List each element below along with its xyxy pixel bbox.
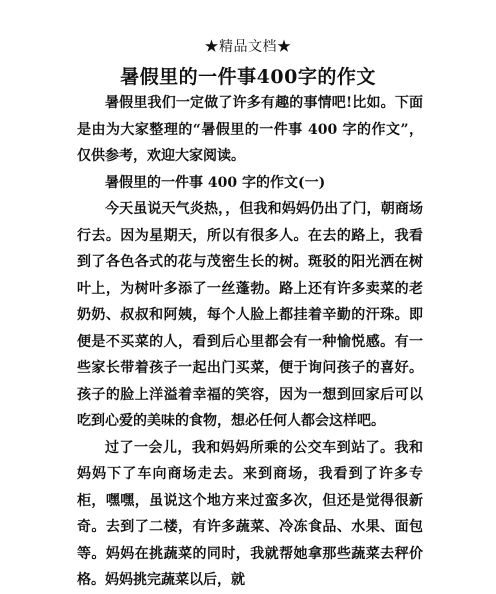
intro-paragraph: 暑假里我们一定做了许多有趣的事情吧!比如。下面是由为大家整理的“暑假里的一件事 400 字的作文”，仅供参考，欢迎大家阅读。 <box>77 95 423 164</box>
section-heading: 暑假里的一件事 400 字的作文(一) <box>105 174 326 191</box>
header-mark: ★精品文档★ <box>204 39 292 55</box>
document-body <box>77 90 423 594</box>
document-title: 暑假里的一件事400字的作文 <box>120 66 376 88</box>
body-paragraph-2: 过了一会儿，我和妈妈所乘的公交车到站了。我和妈妈下了车向商场走去。来到商场，我看到了许多专柜，嘿嘿，虽说这个地方来过蛮多次，但还是觉得很新奇。去到了二楼，有许多蔬菜、冷冻食品、水果、面包等。妈妈在挑蔬菜的同时，我就帮她拿那些蔬菜去秤价格。妈妈挑完蔬菜以后，就 <box>77 439 423 588</box>
body-paragraph-1: 今天虽说天气炎热，，但我和妈妈仍出了门，朝商场行去。因为星期天，所以有很多人。在去的路上，我看到了各色各式的花与茂密生长的树。斑驳的阳光洒在树叶上，为树叶多添了一丝蓬勃。路上还有许多卖菜的老奶奶、叔叔和阿姨，每个人脸上都挂着辛勤的汗珠。即便是不买菜的人，看到后心里都会有一种愉悦感。有一些家长带着孩子一起出门买菜，便于询问孩子的喜好。孩子的脸上洋溢着幸福的笑容，因为一想到回家后可以吃到心爱的美味的食物，想必任何人都会这样吧。 <box>77 201 423 429</box>
